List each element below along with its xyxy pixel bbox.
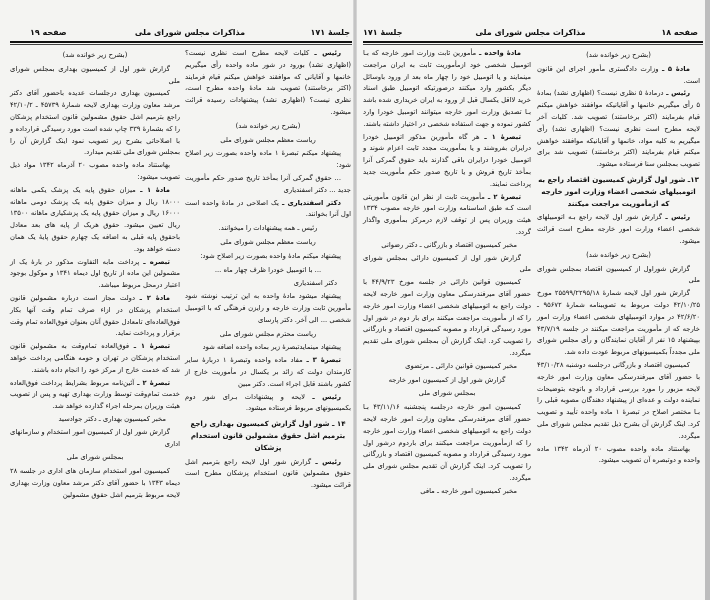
block-text: گزارش شور اول لایحه شمارهٔ ۲۵۵۹۹/۲۲۹۵/۱۸ مورخ ۴۲/۱۰/۲۵ دولت مربوط به تصویبنامه شمارهٔ ۹۵۶۷۲ ـ ۴۲/۶/۲۰ در موارد اتومبیلهای شخصی اعضاء وزارت امور خارجه که از مأموریت مراجعت میکنند در جلسه ۴۳/۷/۱۹ بپیشنهاد ۱۵ نفر از آقایان نمایندگان و رأی مجلس شورای ملی مجدداً بکمیسیونهای مربوط عودت داده شد. bbox=[537, 289, 701, 357]
speaker-or-article-label: مادهٔ ۱ ـ bbox=[140, 185, 170, 194]
centered-line bbox=[363, 388, 531, 400]
paragraph bbox=[537, 88, 700, 171]
session-number: جلسهٔ ۱۷۱ bbox=[310, 28, 350, 37]
centered-line bbox=[185, 237, 351, 249]
block-text: درمادهٔ ۵ نظری نیست؟ (اظهاری نشد) بمادهٔ ۵ رأی میگیریم خانمها و آقایانیکه موافقند خواهش میکنم قیام بفرمایند (اکثر برخاستند) تصویب شد. کلیات آخر لایحه مطرح است نظری نیست؟ (اظهاری نشد) رأی میگیریم به کلیه مواد، خانمها و آقایانیکه موافقند خواهش میکنم قیام بفرمایند (اکثر برخاستند) تصویب شد برای تصویب بمجلس سنا فرستاده میشود. bbox=[537, 89, 700, 169]
paragraph bbox=[537, 64, 700, 88]
paragraph bbox=[185, 198, 351, 222]
block-text: میزان حقوق پایه یک پزشک یکمی ماهانه ۱۸۰۰۰ ریال و میزان حقوق پایه یک پزشک دومی ماهانه ۱۶۰۰۰ ریال و میزان حقوق پایه یک پزشکیاری ماهانه ۱۳۵۰۰ ریال تعیین میشود. حقوق هریک از پایه های بعد معادل باحقوق پایه قبلی به اضافه یک چهارم حقوق پایهٔ یک همان دسته خواهد بود. bbox=[10, 185, 180, 253]
page-edge bbox=[705, 0, 710, 600]
paragraph bbox=[10, 88, 180, 159]
paragraph bbox=[537, 288, 700, 359]
speaker-or-article-label: تبصرهٔ ۳ ـ bbox=[306, 356, 341, 365]
block-text: پیشنهاد میکنم تبصرهٔ ۱ ماده واحده بصورت زیر اصلاح شود: bbox=[185, 149, 351, 170]
block-text: گزارش شور اول لایحه راجع بترمیم اشل حقوق مشمولین قانون استخدام پزشکان مطرح است قرائت میشود. bbox=[185, 457, 351, 490]
block-text: (بشرح زیر خوانده شد) bbox=[235, 121, 301, 130]
block-text: بهاستناد ماده واحده مصوب ۲۰ آذرماه ۱۳۴۲ ماده واحده و دوتبصره آن تصویب میشود. bbox=[537, 444, 700, 465]
block-text: مخبر کمیسیون اقتصاد و بازرگانی ـ دکتر رضوانی bbox=[381, 240, 517, 249]
paragraph bbox=[10, 378, 180, 413]
block-text: (بشرح زیر خوانده شد) bbox=[62, 51, 128, 59]
header-rule bbox=[10, 41, 352, 43]
centered-line bbox=[185, 265, 351, 277]
block-text: بهاستناد ماده واحده مصوب ۲۰ آذرماه ۱۳۴۲ مواد ذیل تصویب میشود: bbox=[10, 161, 180, 181]
page-number: صفحه ۱۸ bbox=[661, 28, 698, 37]
speaker-or-article-label: تبصرهٔ ۱ ـ bbox=[133, 342, 170, 351]
centered-line bbox=[363, 375, 531, 387]
speaker-or-article-label: تبصرهٔ ۲ ـ bbox=[137, 378, 170, 387]
signature-line bbox=[363, 240, 531, 252]
block-text: بمجلس شورای ملی bbox=[418, 389, 476, 398]
centered-line bbox=[537, 250, 700, 262]
block-text: وزارت دادگستری مأمور اجرای این قانون است. bbox=[537, 64, 700, 85]
speaker-or-article-label: تبصرهٔ ۱ ـ bbox=[484, 132, 521, 141]
paragraph bbox=[537, 444, 700, 468]
paragraph bbox=[185, 291, 351, 326]
block-text: گزارش شور اول از کمیسیون دارائی بمجلس شورای ملی bbox=[363, 253, 531, 274]
header-rule bbox=[363, 44, 703, 45]
paragraph bbox=[185, 148, 351, 172]
block-text: یک اصلاحی در مادهٔ واحده است اول آنرا بخوانند. bbox=[185, 198, 351, 219]
speaker-or-article-label: دکتر اسفندیاری ـ bbox=[281, 198, 341, 207]
block-text: مخبر کمیسیون بهداری ـ دکتر جوادسید bbox=[58, 414, 166, 423]
block-text: گزارش شور اول لایحه راجع بـه اتومبیلهای شخصی اعضاء وزارت امور خارجه مطرح است قرائت میشود. bbox=[537, 213, 700, 245]
block-text: پیشنهاد میکنم مادهٔ واحده بصورت زیر اصلاح شود: bbox=[200, 251, 341, 260]
session-number: جلسهٔ ۱۷۱ bbox=[363, 28, 403, 37]
centered-line bbox=[185, 223, 351, 235]
paragraph bbox=[10, 427, 180, 451]
speaker-or-article-label: رئیس ـ bbox=[666, 89, 690, 98]
block-text: ریاست محترم مجلس شورای ملی bbox=[219, 329, 317, 338]
centered-line bbox=[185, 329, 351, 341]
page-number: صفحه ۱۹ bbox=[30, 28, 67, 37]
book-spine bbox=[353, 0, 357, 600]
text-column bbox=[185, 48, 351, 493]
speaker-or-article-label: مادهٔ ۲ ـ bbox=[139, 293, 170, 302]
page-header bbox=[30, 28, 350, 40]
right-page bbox=[355, 0, 710, 600]
block-text: ... حقوق گمرکی آنرا بمأخذ تاریخ صدور حکم مأموریت جدید ... دکتر اسفندیاری bbox=[185, 173, 351, 194]
block-text: پیشنهاد مینمایدتبصرهٔ زیر بماده واحده اضافه شود bbox=[202, 343, 341, 352]
section-heading bbox=[185, 418, 351, 453]
signature-line bbox=[10, 414, 180, 426]
signature-line bbox=[185, 278, 351, 290]
text-column bbox=[10, 48, 180, 502]
block-text: رئیس ـ همه پیشنهادات را میخوانند. bbox=[218, 224, 318, 233]
speaker-or-article-label: رئیس ـ bbox=[665, 213, 690, 222]
block-text: ... با اتومبیل خودرا ظرف چهار ماه ... bbox=[214, 265, 322, 274]
block-text: پرداخت مابه التفاوت مذکور در بارهٔ یک از مشمولین این ماده از تاریخ اول دیماه ۱۳۴۱ و موکول بوجود اعتبار درمحل مربوط میباشد. bbox=[10, 257, 180, 290]
centered-line bbox=[185, 135, 351, 147]
block-text: دولت مجاز است درباره مشمولین قانون استخدام پزشکان در ازاء صرف تمام وقت آنها بکار فوق‌العاده‌ای تامعادل حقوق آنان بعنوان فوق‌العاده تمام وقت برقرار و پرداخت نماید. bbox=[10, 293, 180, 338]
block-text: کلیات لایحه مطرح است نظری نیست؟ (اظهاری نشد) بورود در شور ماده واحده رأی میگیریم خانمها و آقایانی که موافقند خواهش میکنم قیام فرمایند (اکثر برخاستند) تصویب شد مادهٔ واحده مطرح است، نظری نیست؟ (اظهاری نشد) پیشنهادات رسیده قرائت میشود. bbox=[185, 49, 351, 116]
block-text: کمیسیون اقتصاد و بازرگانی درجلسه دوشنبه ۴۳/۱۰/۲۸ با حضور آقای میرفندرسکی معاون وزارت امور خارجه لایحه مزبور را مورد بررسی قرارداد و باتوجه بتوضیحات نماینده دولت و عده‌ای از پیشنهاد دهندگان مصوبه قبلی را بـا مختصر اصلاح در تبصرهٔ ۱ ماده واحده تأیید و تصویب کرد. اینک گزارش آن بشرح ذیل تقدیم مجلس شورای ملی میگردد. bbox=[537, 360, 700, 440]
paragraph bbox=[185, 355, 351, 390]
centered-line bbox=[10, 452, 180, 464]
block-text: کمیسیون بهداری درجلسات عدیده باحضور آقای دکتر مرشد معاون وزارت بهداری لایحه شمارهٔ ۴۵۷۳۹ ـ ۴۲/۱۰/۲ راجع بترمیم اشل حقوق مشمولین قانون استخدام پزشکان را که بشمارهٔ ۳۳۹ چاپ شده است مورد رسیدگی قرارداده و با اصلاحاتی بشرح زیر تصویب نمود اینک گزارش آن را بمجلس شورای ملی تقدیم میدارد. bbox=[10, 89, 181, 157]
block-text: مخبر کمیسیون امور خارجه ـ مافی bbox=[420, 486, 517, 495]
speaker-or-article-label: رئیس ـ bbox=[312, 392, 341, 401]
paragraph bbox=[363, 253, 531, 277]
paragraph bbox=[185, 457, 351, 492]
speaker-or-article-label: تبصره ـ bbox=[143, 257, 170, 266]
signature-line bbox=[363, 486, 531, 498]
block-text: مفاد ماده واحده وتبصرهٔ ۱ دربارهٔ سایر کارمندان دولت که زائد بر یکسال در مأموریت خارج از کشور باشند قابل اجراء است. دکتر مبین bbox=[185, 356, 351, 388]
paragraph bbox=[363, 132, 531, 191]
page-header bbox=[363, 28, 698, 40]
block-text: ۱۴ ـ شور اول گزارش کمیسیون بهداری راجع بترمیم اشل حقوق مشمولین قانون استخدام پزشکان bbox=[190, 419, 346, 452]
block-text: (بشرح زیر خوانده شد) bbox=[586, 51, 651, 59]
paragraph bbox=[185, 173, 351, 197]
block-text: گزارش شور اول از کمیسیون امور استخدام و سازمانهای اداری bbox=[10, 427, 180, 448]
block-text: گزارش شوراول از کمیسیون اقتصاد بمجلس شورای ملی bbox=[537, 264, 700, 285]
header-rule bbox=[363, 41, 703, 43]
paragraph bbox=[10, 293, 180, 340]
speaker-or-article-label: تبصرهٔ ۲ ـ bbox=[487, 192, 521, 201]
paragraph bbox=[185, 251, 351, 263]
block-text: ریاست معظم مجلس شورای ملی bbox=[220, 135, 316, 144]
paragraph bbox=[537, 360, 700, 443]
header-rule bbox=[10, 44, 352, 45]
block-text: پیشنهاد میشود مادهٔ واحده به این ترتیب نوشته شود مأمورین ثابت وزارت خارجه و رایزن فرهنگی که با اتومبیل شخصی ... الی آخر. دکتر پارسای bbox=[185, 292, 351, 324]
paragraph bbox=[10, 341, 180, 376]
header-title: مذاکرات مجلس شورای ملی bbox=[475, 28, 586, 37]
section-heading bbox=[537, 174, 700, 209]
block-text: ۱۳ـ شور اول گزارش کمیسیون اقتصاد راجع به اتومبیلهای شخصی اعضاء وزارت امور خارجه که ازمأموریت مراجعت میکنند bbox=[538, 174, 699, 208]
paragraph bbox=[10, 185, 180, 256]
paragraph bbox=[10, 466, 180, 501]
header-title: مذاکرات مجلس شورای ملی bbox=[134, 28, 246, 37]
text-column bbox=[537, 48, 700, 468]
block-text: کمیسیون قوانین دارائی در جلسه مورخ ۴۴/۹/۲۳ با حضور آقای میرفندرسکی معاون وزارت امور خارجه لایحه دولت راجع به اتومبیلهای شخصی اعضاء وزارت امور خارجه را که از مأموریت مراجعت میکنند برای بار دوم در شور اول مورد رسیدگی قرارداد و مصوبه کمیسیون اقتصاد و بازرگانی را تصویب کرد. اینک گزارش آن بمجلس شورای ملی تقدیم میگردد. bbox=[363, 278, 531, 357]
speaker-or-article-label: مادهٔ واحده ـ bbox=[479, 49, 521, 57]
signature-line bbox=[363, 361, 531, 373]
block-text: بمجلس شورای ملی bbox=[66, 453, 124, 462]
text-column bbox=[363, 48, 531, 498]
paragraph bbox=[10, 160, 180, 184]
block-text: آئین‌نامه مربوط بشرایط پرداخت فوق‌العاده خدمت تمام‌وقت توسط وزارت بهداری تهیه و پس از تصویب هیئت وزیران بمرحله اجراء گذارده خواهد شد. bbox=[10, 378, 180, 411]
block-text: فوق‌العاده تمام‌وقت به مشمولین قانون استخدام پزشکان در تهران و حومه هنگامی پرداخت خواهد شد که خدمت خارج از مرکز خود را انجام داده باشند. bbox=[10, 342, 180, 374]
paragraph bbox=[363, 277, 531, 360]
paragraph bbox=[185, 48, 351, 119]
paragraph bbox=[185, 392, 351, 416]
paragraph bbox=[537, 264, 700, 288]
block-text: گزارش شور اول از کمیسیون بهداری بمجلس شورای ملی bbox=[10, 64, 180, 85]
speaker-or-article-label: رئیس ـ bbox=[315, 457, 341, 466]
block-text: کمیسیون امور خارجه درجلسه پنجشنبه ۴۳/۱۱/۱۶ بـا حضور آقای میرفندرسکی معاون وزارت امور خارجه لایحه دولت راجع به اتومبیلهای شخصی اعضاء وزارت امور خارجه را که ازمأموریت مراجعت میکنند برای باردوم درشور اول مورد رسیدگی قرارداد و مصوبه کمیسیون اقتصاد و بازرگانی را تصویب کرد. اینک گزارش آن تقدیم مجلس شورای ملی میگردد. bbox=[363, 403, 531, 482]
block-text: مأمورین ثابت وزارت امور خارجه که بـا اتومبیل شخصی خود ازمأموریت ثابت به ایران مراجعت مینمایند و یا اتومبیل خود را چهار ماه بعد از ورود باوسائل دیگر بکشور وارد میکنند درصورتیکه اتومبیل طبق اسناد خرید لااقل یکسال قبل از ورود به ایران خریداری شده باشد بـا تصدیق وزارت امور خارجه میتوانند اتومبیل خودرا وارد کشور نموده و جهت استفاده شخصی در اختیار داشته باشند. bbox=[363, 49, 531, 128]
block-text: مخبر کمیسیون قوانین دارائی ـ مرتضوی bbox=[405, 361, 517, 370]
speaker-or-article-label: رئیس ـ bbox=[314, 49, 341, 57]
block-text: (بشرح زیر خوانده شد) bbox=[586, 250, 651, 259]
centered-line bbox=[10, 50, 180, 62]
paragraph bbox=[363, 48, 531, 131]
paragraph bbox=[185, 342, 351, 354]
block-text: هر گاه مأمورین مذکور اتومبیل خودرا درایران بفروشند و یا بمأموریت مجدد ثابت اعزام شوند و اتومبیل خودرا درایران باقی گذارند باید حقوق گمرکی آنرا بمأخذ تاریخ فروش و یا تاریخ صدور حکم مأموریت جدید پرداخت نمایند. bbox=[363, 132, 531, 188]
centered-line bbox=[537, 50, 700, 62]
block-text: لایحه و پیشنهادات بـرای شور دوم بکمیسیونهای مربوط فرستاده میشود. bbox=[185, 392, 351, 413]
paragraph bbox=[10, 257, 180, 292]
block-text: گزارش شور اول از کمیسیون امور خارجه bbox=[388, 375, 506, 384]
speaker-or-article-label: مادهٔ ۵ ـ bbox=[661, 64, 690, 73]
centered-line bbox=[185, 121, 351, 133]
block-text: مأموریت ثابت از نظر این قانون مأموریتی است کـه طبق اساسنامه وزارت امور خارجه مصوب ۱۳۳۴ هیئت وزیران پس از توقف لازم درمرکز بمأموری واگذار گردد. bbox=[363, 192, 531, 236]
paragraph bbox=[363, 192, 531, 239]
block-text: دکتر اسفندیاری bbox=[293, 279, 337, 288]
paragraph bbox=[537, 212, 700, 247]
paragraph bbox=[10, 64, 180, 88]
paragraph bbox=[363, 402, 531, 485]
block-text: ریاست معظم مجلس شورای ملی bbox=[220, 237, 316, 246]
block-text: کمیسیون امور استخدام سازمان های اداری در جلسه ۲۸ دیماه ۱۳۴۳ با حضور آقای دکتر مرشد معاون وزارت بهداری لایحه مربوط بترمیم اشل حقوق مشمولین bbox=[10, 467, 180, 499]
